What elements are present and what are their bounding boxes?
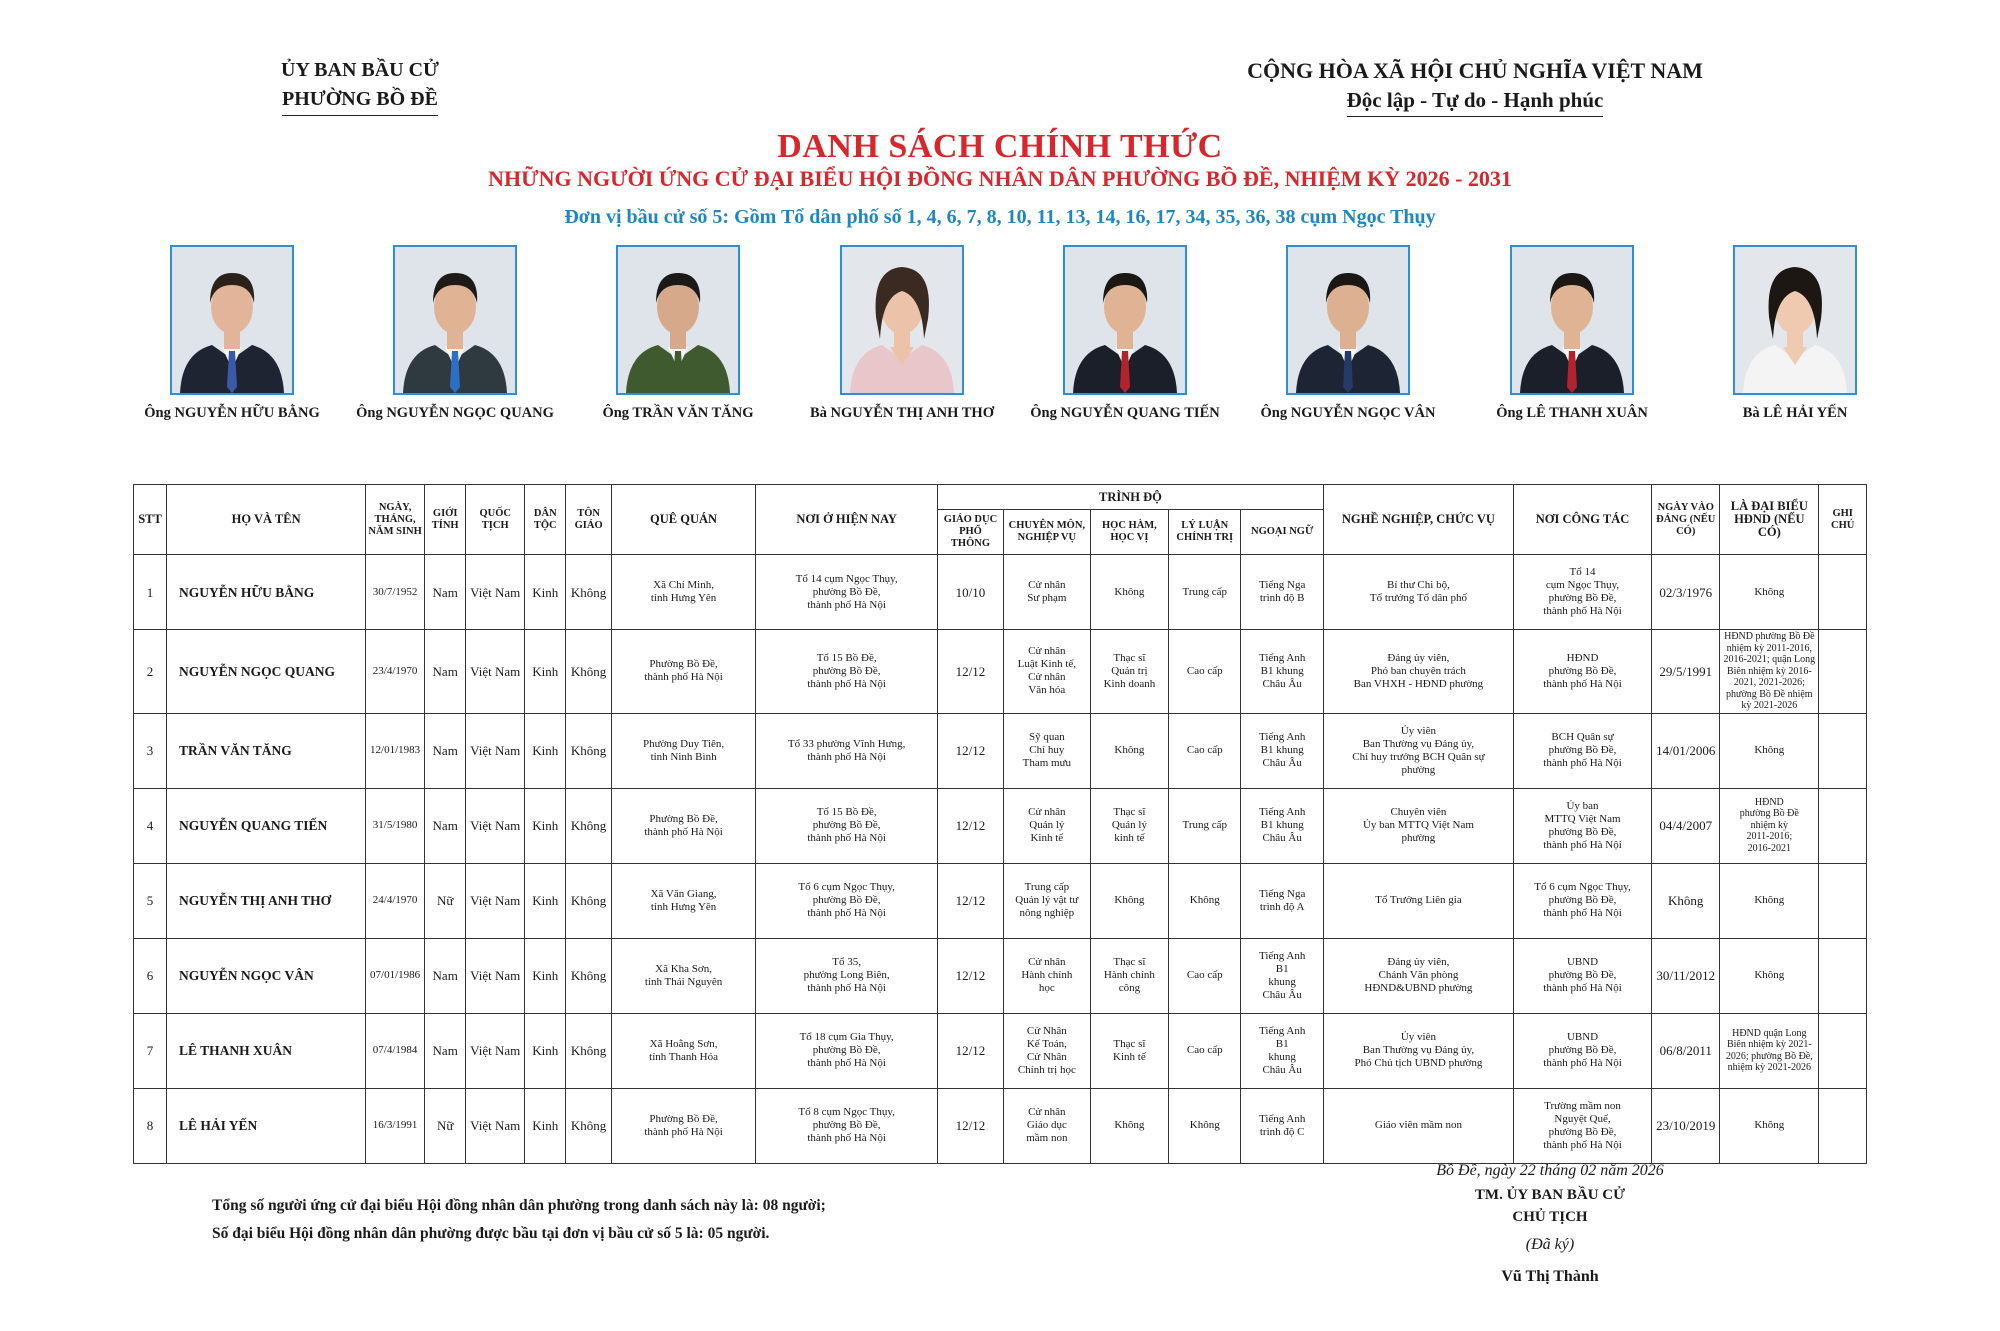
row-party-date: 04/4/2007: [1652, 788, 1720, 863]
row-degree: Không: [1090, 863, 1168, 938]
row-specialty: Cử nhân Luật Kinh tế, Cử nhân Văn hóa: [1004, 630, 1091, 714]
row-political-theory: Cao cấp: [1169, 713, 1241, 788]
row-note: [1819, 863, 1867, 938]
row-occupation: Ủy viên Ban Thường vụ Đảng ủy, Phó Chủ tịch UBND phường: [1323, 1013, 1513, 1088]
row-workplace: BCH Quân sự phường Bồ Đề, thành phố Hà Nội: [1513, 713, 1651, 788]
candidate-photo: [1510, 245, 1634, 395]
row-dob: 23/4/1970: [366, 630, 425, 714]
row-nationality: Việt Nam: [466, 555, 525, 630]
row-party-date: 06/8/2011: [1652, 1013, 1720, 1088]
header-occupation: NGHỀ NGHIỆP, CHỨC VỤ: [1323, 485, 1513, 555]
row-specialty: Cử nhân Sư phạm: [1004, 555, 1091, 630]
row-note: [1819, 555, 1867, 630]
row-language: Tiếng Anh B1 khung Châu Âu: [1241, 938, 1324, 1013]
candidate-card: [340, 245, 570, 422]
candidate-photo: [840, 245, 964, 395]
row-occupation: Bí thư Chi bộ, Tổ trưởng Tổ dân phố: [1323, 555, 1513, 630]
candidate-caption: Ông NGUYỄN NGỌC QUANG: [356, 405, 554, 421]
row-dob: 07/4/1984: [366, 1013, 425, 1088]
row-nationality: Việt Nam: [466, 938, 525, 1013]
header-hometown: QUÊ QUÁN: [611, 485, 755, 555]
candidate-caption: Ông NGUYỄN HỮU BẰNG: [144, 405, 320, 421]
candidate-caption: Ông TRẦN VĂN TĂNG: [602, 405, 754, 421]
row-workplace: Trường mầm non Nguyệt Quế, phường Bồ Đề, thành phố Hà Nội: [1513, 1088, 1651, 1163]
candidate-photo: [1286, 245, 1410, 395]
row-language: Tiếng Nga trình độ A: [1241, 863, 1324, 938]
row-party-date: 02/3/1976: [1652, 555, 1720, 630]
row-religion: Không: [566, 1088, 611, 1163]
row-council: Không: [1720, 555, 1819, 630]
row-party-date: Không: [1652, 863, 1720, 938]
row-sex: Nữ: [425, 863, 466, 938]
row-nationality: Việt Nam: [466, 863, 525, 938]
row-degree: Không: [1090, 1088, 1168, 1163]
row-occupation: Ủy viên Ban Thường vụ Đảng ủy, Chỉ huy trưởng BCH Quân sự phường: [1323, 713, 1513, 788]
row-council: Không: [1720, 863, 1819, 938]
signature-block: [1400, 1158, 1700, 1290]
row-sex: Nam: [425, 630, 466, 714]
row-council: Không: [1720, 1088, 1819, 1163]
row-specialty: Trung cấp Quản lý vật tư nông nghiệp: [1004, 863, 1091, 938]
candidate-card: [1680, 245, 1910, 422]
header-party-date: NGÀY VÀO ĐẢNG (NẾU CÓ): [1652, 485, 1720, 555]
row-stt: 1: [134, 555, 167, 630]
row-residence: Tổ 15 Bồ Đề, phường Bồ Đề, thành phố Hà Nội: [756, 630, 938, 714]
row-workplace: HĐND phường Bồ Đề, thành phố Hà Nội: [1513, 630, 1651, 714]
row-specialty: Sỹ quan Chỉ huy Tham mưu: [1004, 713, 1091, 788]
candidate-caption: Ông LÊ THANH XUÂN: [1496, 405, 1648, 421]
row-specialty: Cử Nhân Kế Toán, Cử Nhân Chính trị học: [1004, 1013, 1091, 1088]
candidate-caption: Bà NGUYỄN THỊ ANH THƠ: [810, 405, 994, 421]
row-nationality: Việt Nam: [466, 630, 525, 714]
header-stt: STT: [134, 485, 167, 555]
row-occupation: Giáo viên mầm non: [1323, 1088, 1513, 1163]
row-dob: 16/3/1991: [366, 1088, 425, 1163]
row-language: Tiếng Anh B1 khung Châu Âu: [1241, 630, 1324, 714]
header-nationality: QUỐC TỊCH: [466, 485, 525, 555]
table-row: [134, 555, 1867, 630]
row-occupation: Chuyên viên Ủy ban MTTQ Việt Nam phường: [1323, 788, 1513, 863]
committee-header: [240, 56, 480, 116]
row-specialty: Cử nhân Quản lý Kinh tế: [1004, 788, 1091, 863]
row-stt: 7: [134, 1013, 167, 1088]
place-date: Bồ Đề, ngày 22 tháng 02 năm 2026: [1436, 1162, 1664, 1179]
row-hometown: Xã Chí Minh, tỉnh Hưng Yên: [611, 555, 755, 630]
row-political-theory: Trung cấp: [1169, 788, 1241, 863]
row-council: HĐND phường Bồ Đề nhiệm kỳ 2011-2016; 2016-2021: [1720, 788, 1819, 863]
row-note: [1819, 938, 1867, 1013]
table-row: [134, 713, 1867, 788]
row-degree: Thạc sĩ Hành chính công: [1090, 938, 1168, 1013]
row-education: 10/10: [937, 555, 1003, 630]
row-name: NGUYỄN THỊ ANH THƠ: [167, 863, 366, 938]
row-degree: Thạc sĩ Kinh tế: [1090, 1013, 1168, 1088]
row-sex: Nữ: [425, 1088, 466, 1163]
row-ethnicity: Kinh: [525, 1088, 566, 1163]
row-stt: 6: [134, 938, 167, 1013]
candidate-photo: [616, 245, 740, 395]
row-nationality: Việt Nam: [466, 713, 525, 788]
row-ethnicity: Kinh: [525, 863, 566, 938]
row-note: [1819, 1088, 1867, 1163]
row-degree: Không: [1090, 713, 1168, 788]
row-council: HĐND quận Long Biên nhiệm kỳ 2021-2026; phường Bồ Đề, nhiệm kỳ 2021-2026: [1720, 1013, 1819, 1088]
row-party-date: 23/10/2019: [1652, 1088, 1720, 1163]
row-education: 12/12: [937, 788, 1003, 863]
header-residence: NƠI Ở HIỆN NAY: [756, 485, 938, 555]
row-education: 12/12: [937, 863, 1003, 938]
row-dob: 12/01/1983: [366, 713, 425, 788]
header-general-education: GIÁO DỤC PHỔ THÔNG: [937, 510, 1003, 555]
row-council: Không: [1720, 938, 1819, 1013]
row-dob: 30/7/1952: [366, 555, 425, 630]
header-political-theory: LÝ LUẬN CHÍNH TRỊ: [1169, 510, 1241, 555]
candidate-photo: [1063, 245, 1187, 395]
candidate-photos: [0, 245, 2000, 460]
row-political-theory: Không: [1169, 863, 1241, 938]
row-degree: Không: [1090, 555, 1168, 630]
row-language: Tiếng Anh B1 khung Châu Âu: [1241, 788, 1324, 863]
document-subtitle: NHỮNG NGƯỜI ỨNG CỬ ĐẠI BIỂU HỘI ĐỒNG NHÂN DÂN PHƯỜNG BỒ ĐỀ, NHIỆM KỲ 2026 - 2031: [488, 166, 1512, 191]
candidate-rows: [134, 555, 1867, 1164]
row-note: [1819, 1013, 1867, 1088]
national-header: [1180, 56, 1770, 117]
row-residence: Tổ 6 cụm Ngọc Thụy, phường Bồ Đề, thành phố Hà Nội: [756, 863, 938, 938]
ward-name: PHƯỜNG BỒ ĐỀ: [282, 85, 438, 116]
row-hometown: Phường Bồ Đề, thành phố Hà Nội: [611, 630, 755, 714]
row-note: [1819, 788, 1867, 863]
committee-name: ỦY BAN BẦU CỬ: [281, 59, 439, 81]
row-workplace: Tổ 14 cụm Ngọc Thụy, phường Bồ Đề, thành phố Hà Nội: [1513, 555, 1651, 630]
table-row: [134, 788, 1867, 863]
row-hometown: Phường Bồ Đề, thành phố Hà Nội: [611, 1088, 755, 1163]
row-religion: Không: [566, 713, 611, 788]
document-title: DANH SÁCH CHÍNH THỨC: [777, 128, 1223, 165]
candidate-card: [563, 245, 793, 422]
row-residence: Tổ 14 cụm Ngọc Thụy, phường Bồ Đề, thành phố Hà Nội: [756, 555, 938, 630]
header-name: HỌ VÀ TÊN: [167, 485, 366, 555]
row-ethnicity: Kinh: [525, 788, 566, 863]
signature-position: CHỦ TỊCH: [1512, 1209, 1588, 1225]
row-name: NGUYỄN QUANG TIẾN: [167, 788, 366, 863]
header-specialty: CHUYÊN MÔN, NGHIỆP VỤ: [1004, 510, 1091, 555]
row-party-date: 14/01/2006: [1652, 713, 1720, 788]
row-residence: Tổ 18 cụm Gia Thụy, phường Bồ Đề, thành phố Hà Nội: [756, 1013, 938, 1088]
national-motto: Độc lập - Tự do - Hạnh phúc: [1347, 86, 1604, 117]
row-name: LÊ THANH XUÂN: [167, 1013, 366, 1088]
table-row: [134, 863, 1867, 938]
row-occupation: Tổ Trưởng Liên gia: [1323, 863, 1513, 938]
country-name: CỘNG HÒA XÃ HỘI CHỦ NGHĨA VIỆT NAM: [1247, 58, 1703, 83]
table-row: [134, 1013, 1867, 1088]
candidate-caption: Ông NGUYỄN NGỌC VÂN: [1260, 405, 1436, 421]
row-specialty: Cử nhân Giáo dục mầm non: [1004, 1088, 1091, 1163]
row-education: 12/12: [937, 713, 1003, 788]
signer-name: Vũ Thị Thành: [1501, 1268, 1599, 1285]
row-stt: 4: [134, 788, 167, 863]
row-religion: Không: [566, 788, 611, 863]
row-religion: Không: [566, 630, 611, 714]
row-education: 12/12: [937, 1013, 1003, 1088]
row-hometown: Phường Bồ Đề, thành phố Hà Nội: [611, 788, 755, 863]
row-workplace: UBND phường Bồ Đề, thành phố Hà Nội: [1513, 1013, 1651, 1088]
row-political-theory: Cao cấp: [1169, 938, 1241, 1013]
header-sex: GIỚI TÍNH: [425, 485, 466, 555]
candidate-photo: [170, 245, 294, 395]
row-nationality: Việt Nam: [466, 1088, 525, 1163]
row-language: Tiếng Anh B1 khung Châu Âu: [1241, 713, 1324, 788]
row-political-theory: Cao cấp: [1169, 1013, 1241, 1088]
row-council: HĐND phường Bồ Đề nhiệm kỳ 2011-2016, 2016-2021; quận Long Biên nhiệm kỳ 2016-2021, 2021-2026; phường Bồ Đề nhiệm kỳ 2021-2026: [1720, 630, 1819, 714]
row-ethnicity: Kinh: [525, 713, 566, 788]
electoral-unit: Đơn vị bầu cử số 5: Gồm Tổ dân phố số 1, 4, 6, 7, 8, 10, 11, 13, 14, 16, 17, 34, 35, 36, 38 cụm Ngọc Thụy: [564, 206, 1436, 228]
candidate-card: [1010, 245, 1240, 422]
row-hometown: Xã Hoằng Sơn, tỉnh Thanh Hóa: [611, 1013, 755, 1088]
summary: [212, 1192, 826, 1248]
row-stt: 8: [134, 1088, 167, 1163]
header-council-member: LÀ ĐẠI BIỂU HĐND (NẾU CÓ): [1720, 485, 1819, 555]
row-dob: 24/4/1970: [366, 863, 425, 938]
candidate-card: [117, 245, 347, 422]
row-workplace: Ủy ban MTTQ Việt Nam phường Bồ Đề, thành phố Hà Nội: [1513, 788, 1651, 863]
row-sex: Nam: [425, 1013, 466, 1088]
row-political-theory: Không: [1169, 1088, 1241, 1163]
row-note: [1819, 713, 1867, 788]
row-religion: Không: [566, 863, 611, 938]
row-residence: Tổ 33 phường Vĩnh Hưng, thành phố Hà Nội: [756, 713, 938, 788]
row-residence: Tổ 15 Bồ Đề, phường Bồ Đề, thành phố Hà Nội: [756, 788, 938, 863]
row-education: 12/12: [937, 938, 1003, 1013]
row-ethnicity: Kinh: [525, 938, 566, 1013]
row-party-date: 30/11/2012: [1652, 938, 1720, 1013]
row-political-theory: Trung cấp: [1169, 555, 1241, 630]
row-sex: Nam: [425, 938, 466, 1013]
row-religion: Không: [566, 938, 611, 1013]
row-sex: Nam: [425, 713, 466, 788]
row-degree: Thạc sĩ Quản lý kinh tế: [1090, 788, 1168, 863]
row-stt: 2: [134, 630, 167, 714]
row-ethnicity: Kinh: [525, 1013, 566, 1088]
row-ethnicity: Kinh: [525, 555, 566, 630]
row-sex: Nam: [425, 788, 466, 863]
row-name: NGUYỄN NGỌC VÂN: [167, 938, 366, 1013]
candidate-table: [133, 484, 1867, 1164]
candidate-photo: [1733, 245, 1857, 395]
header-ethnicity: DÂN TỘC: [525, 485, 566, 555]
row-political-theory: Cao cấp: [1169, 630, 1241, 714]
row-religion: Không: [566, 1013, 611, 1088]
row-dob: 07/01/1986: [366, 938, 425, 1013]
row-hometown: Phường Duy Tiên, tỉnh Ninh Bình: [611, 713, 755, 788]
row-name: LÊ HẢI YẾN: [167, 1088, 366, 1163]
signature-org: TM. ỦY BAN BẦU CỬ: [1474, 1187, 1626, 1203]
header-religion: TÔN GIÁO: [566, 485, 611, 555]
row-occupation: Đảng ủy viên, Phó ban chuyên trách Ban VHXH - HĐND phường: [1323, 630, 1513, 714]
row-nationality: Việt Nam: [466, 1013, 525, 1088]
header-note: GHI CHÚ: [1819, 485, 1867, 555]
row-language: Tiếng Nga trình độ B: [1241, 555, 1324, 630]
row-degree: Thạc sĩ Quản trị Kinh doanh: [1090, 630, 1168, 714]
signed-mark: (Đã ký): [1525, 1236, 1575, 1253]
header-workplace: NƠI CÔNG TÁC: [1513, 485, 1651, 555]
row-religion: Không: [566, 555, 611, 630]
header-degree: HỌC HÀM, HỌC VỊ: [1090, 510, 1168, 555]
header-qualification: TRÌNH ĐỘ: [937, 485, 1323, 510]
row-dob: 31/5/1980: [366, 788, 425, 863]
row-language: Tiếng Anh trình độ C: [1241, 1088, 1324, 1163]
row-specialty: Cử nhân Hành chính học: [1004, 938, 1091, 1013]
header-dob: NGÀY, THÁNG, NĂM SINH: [366, 485, 425, 555]
summary-elected: Số đại biểu Hội đồng nhân dân phường được bầu tại đơn vị bầu cử số 5 là: 05 người.: [212, 1225, 770, 1242]
row-nationality: Việt Nam: [466, 788, 525, 863]
row-ethnicity: Kinh: [525, 630, 566, 714]
table-row: [134, 630, 1867, 714]
candidate-photo: [393, 245, 517, 395]
row-education: 12/12: [937, 630, 1003, 714]
row-name: NGUYỄN HỮU BẰNG: [167, 555, 366, 630]
candidate-caption: Ông NGUYỄN QUANG TIẾN: [1030, 405, 1220, 421]
row-residence: Tổ 8 cụm Ngọc Thụy, phường Bồ Đề, thành phố Hà Nội: [756, 1088, 938, 1163]
header-foreign-language: NGOẠI NGỮ: [1241, 510, 1324, 555]
table-row: [134, 1088, 1867, 1163]
candidate-card: [1233, 245, 1463, 422]
row-workplace: UBND phường Bồ Đề, thành phố Hà Nội: [1513, 938, 1651, 1013]
row-note: [1819, 630, 1867, 714]
candidate-card: [787, 245, 1017, 422]
row-occupation: Đảng ủy viên, Chánh Văn phòng HĐND&UBND phường: [1323, 938, 1513, 1013]
row-name: NGUYỄN NGỌC QUANG: [167, 630, 366, 714]
row-education: 12/12: [937, 1088, 1003, 1163]
table-row: [134, 938, 1867, 1013]
row-language: Tiếng Anh B1 khung Châu Âu: [1241, 1013, 1324, 1088]
row-workplace: Tổ 6 cụm Ngọc Thụy, phường Bồ Đề, thành phố Hà Nội: [1513, 863, 1651, 938]
row-hometown: Xã Kha Sơn, tỉnh Thái Nguyên: [611, 938, 755, 1013]
row-stt: 5: [134, 863, 167, 938]
row-name: TRẦN VĂN TĂNG: [167, 713, 366, 788]
summary-total: Tổng số người ứng cử đại biểu Hội đồng nhân dân phường trong danh sách này là: 08 người;: [212, 1197, 826, 1214]
row-council: Không: [1720, 713, 1819, 788]
row-residence: Tổ 35, phường Long Biên, thành phố Hà Nội: [756, 938, 938, 1013]
row-party-date: 29/5/1991: [1652, 630, 1720, 714]
candidate-caption: Bà LÊ HẢI YẾN: [1742, 405, 1848, 421]
candidate-card: [1457, 245, 1687, 422]
row-stt: 3: [134, 713, 167, 788]
row-hometown: Xã Văn Giang, tỉnh Hưng Yên: [611, 863, 755, 938]
row-sex: Nam: [425, 555, 466, 630]
